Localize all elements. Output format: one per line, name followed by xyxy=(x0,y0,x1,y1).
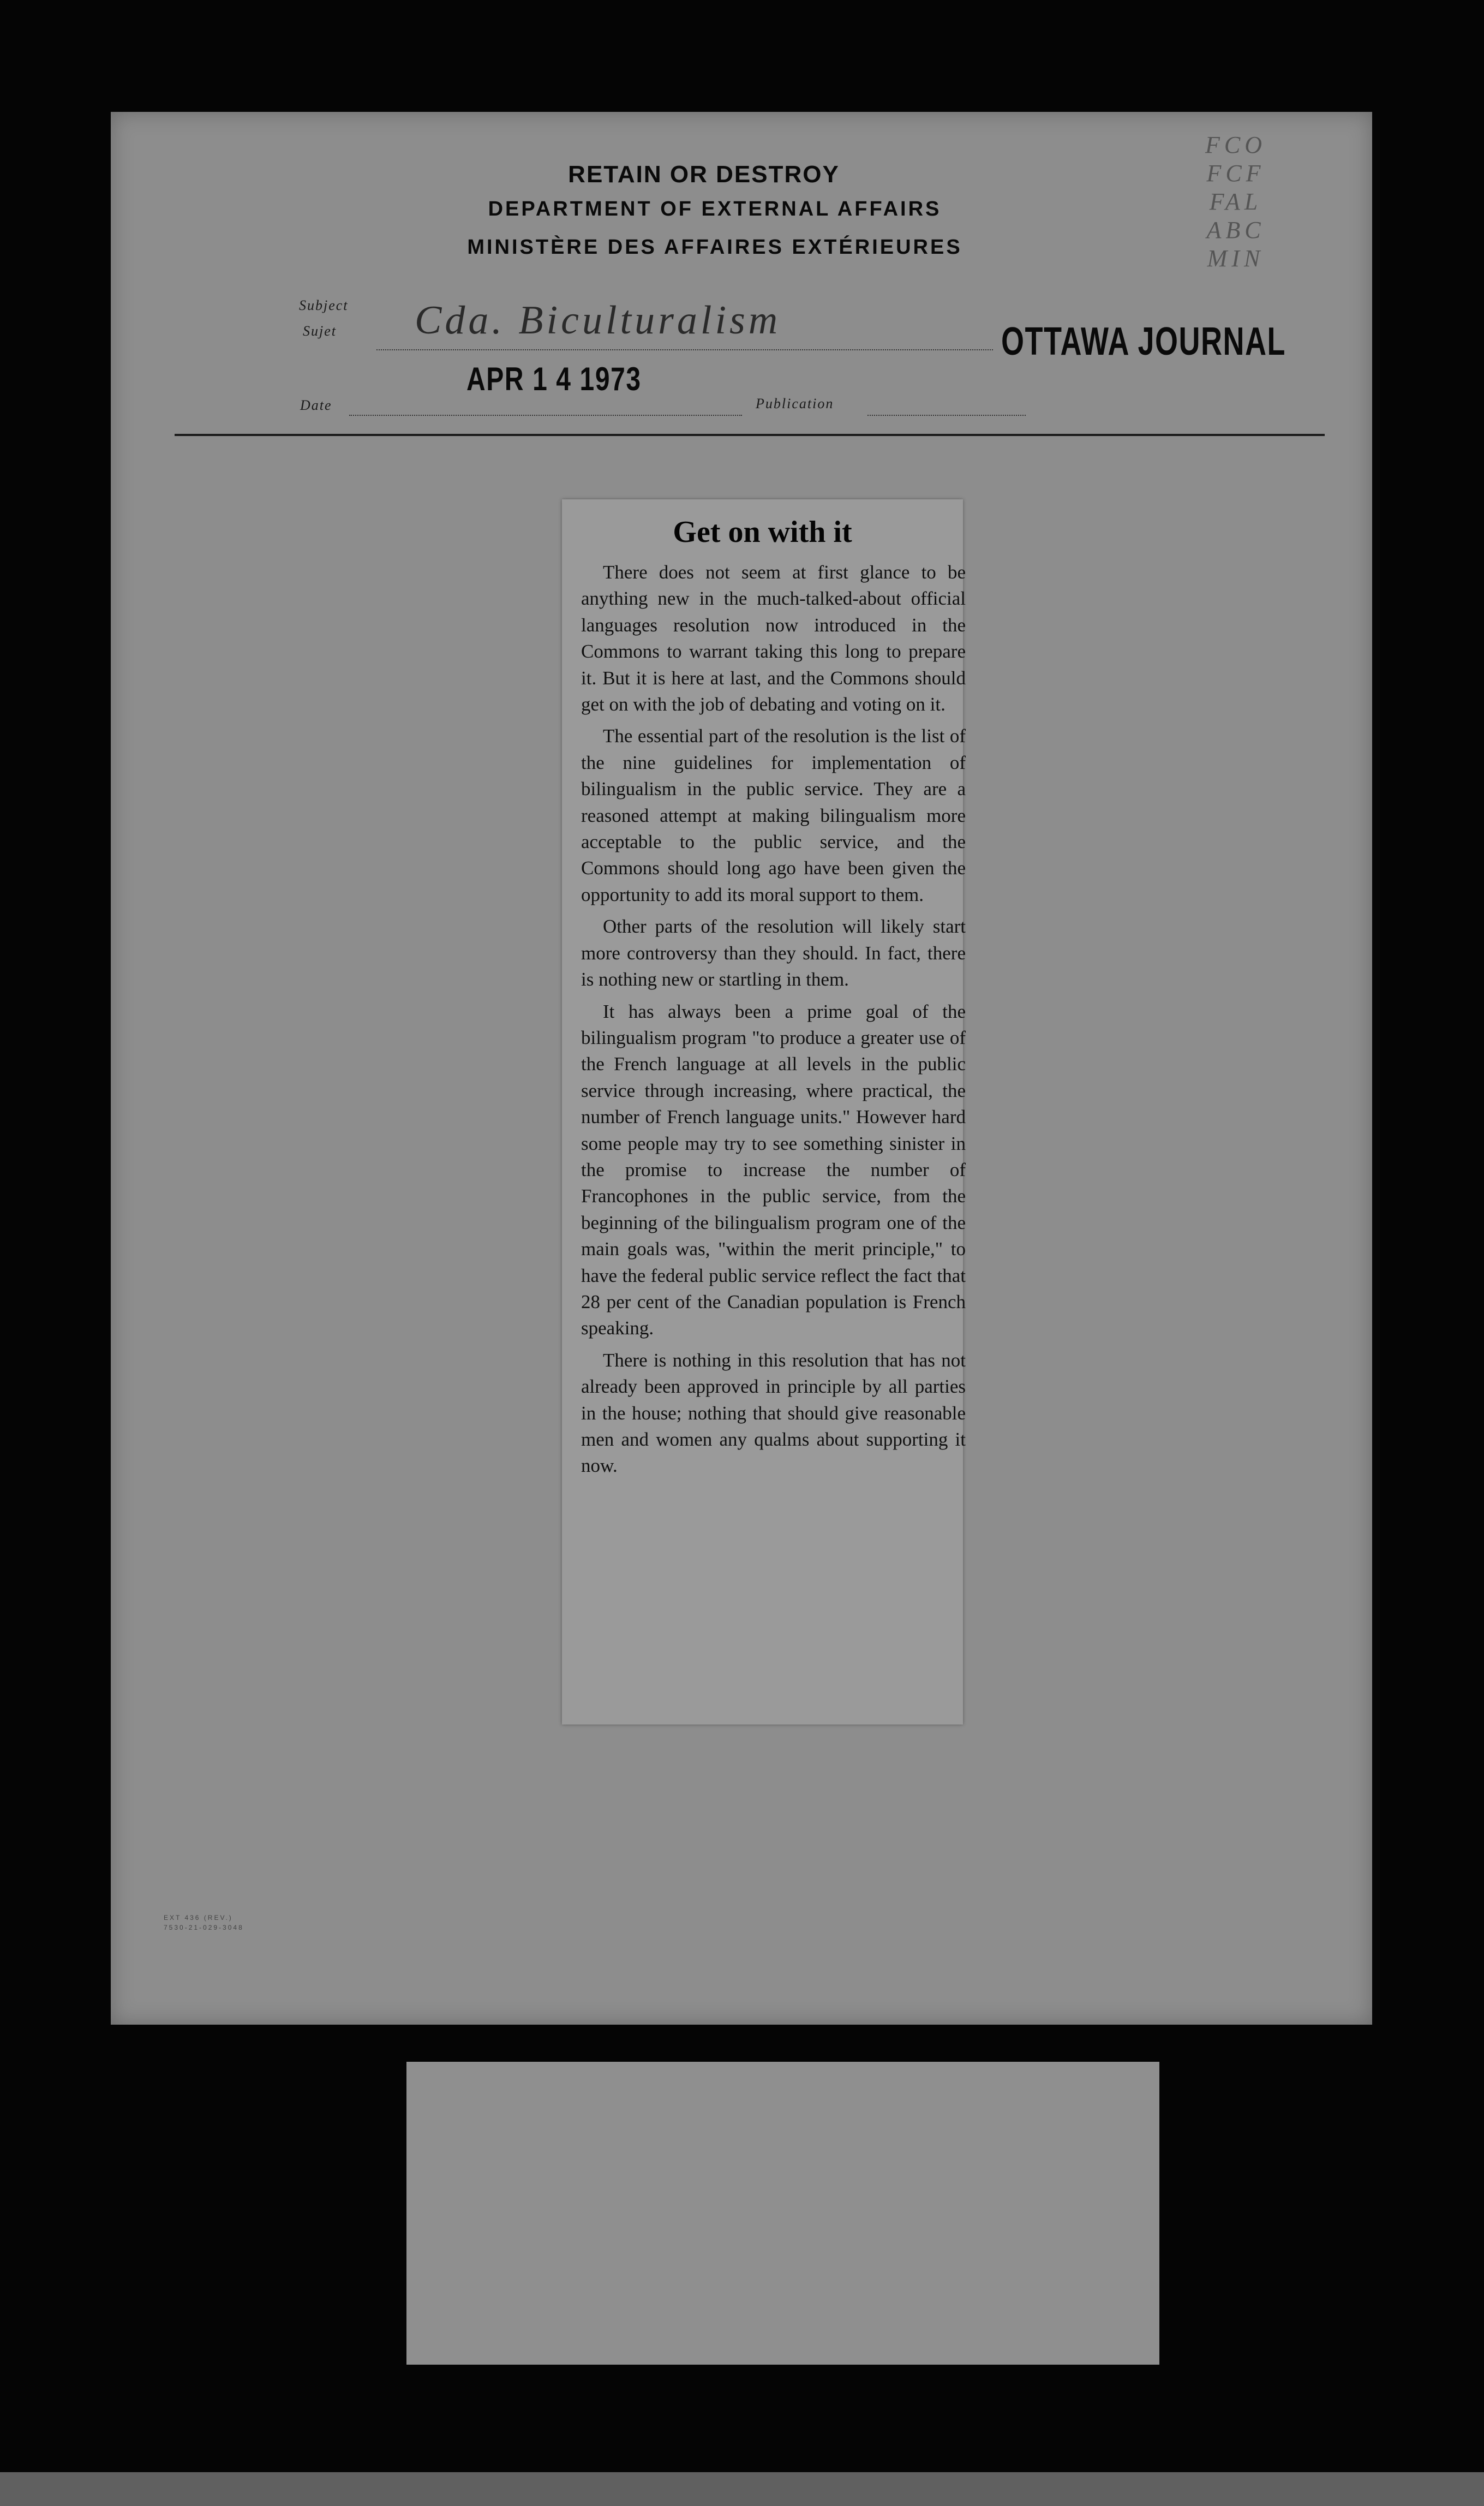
clipping-paragraph: There is nothing in this resolution that has not already been approved in principle by all parties in the house; nothing that should give reasonable men and women any qualms about supporting it now. xyxy=(581,1349,966,1477)
subject-handwritten-value: Cda. Biculturalism xyxy=(415,298,781,343)
publication-dotted-line xyxy=(867,415,1026,416)
department-name-fr: MINISTÈRE DES AFFAIRES EXTÉRIEURES xyxy=(467,236,962,259)
initial-line: ABC xyxy=(1206,217,1265,243)
publication-stamp: OTTAWA JOURNAL xyxy=(1001,320,1286,363)
date-stamp: APR 1 4 1973 xyxy=(466,361,642,397)
date-label: Date xyxy=(300,397,332,413)
date-dotted-line xyxy=(349,415,742,416)
clipping-paragraph: There does not seem at first glance to be anything new in the much-talked-about official languages resolution now introduced in the Commons to warrant taking this long to prepare it. But it is here at last, and the Commons should get on with the job of debating and voting on it. xyxy=(581,562,966,715)
film-edge xyxy=(0,2472,1484,2506)
blank-slip xyxy=(406,2062,1159,2365)
form-number-line: EXT 436 (REV.) xyxy=(164,1914,233,1922)
clipping-paragraph: The essential part of the resolution is the list of the nine guidelines for implementation of bilingualism in the public service. They are a reasoned attempt at making bilingualism more acceptable to the public service, and the Commons should long ago have been given the opportunity to add its moral support to them. xyxy=(581,725,966,905)
initial-line: FCO xyxy=(1205,132,1266,158)
initial-line: FCF xyxy=(1206,160,1265,187)
clipping-body xyxy=(581,559,966,1485)
initial-line: MIN xyxy=(1207,245,1265,272)
subject-dotted-line xyxy=(376,349,993,350)
form-number-line: 7530-21-029-3048 xyxy=(164,1924,244,1931)
retain-or-destroy-heading: RETAIN OR DESTROY xyxy=(568,161,840,188)
form-number xyxy=(164,1913,244,1932)
publication-label: Publication xyxy=(756,396,834,411)
initial-line: FAL xyxy=(1209,188,1262,215)
newspaper-clipping xyxy=(562,499,966,1725)
header-rule xyxy=(175,434,1325,436)
distribution-initials xyxy=(1173,131,1298,273)
clipping-headline: Get on with it xyxy=(673,515,852,549)
clipping-paragraph: It has always been a prime goal of the bilingualism program "to produce a greater use of the French language at all levels in the public service through increasing, where practical, the number of French language units." However hard some people may try to see something sinister in the promise to increase the number of Francophones in the public service, from the beginning of the bilingualism program one of the main goals was, "within the merit principle," to have the federal public service reflect the fact that 28 per cent of the Canadian population is French speaking. xyxy=(581,1000,966,1339)
department-name-en: DEPARTMENT OF EXTERNAL AFFAIRS xyxy=(488,198,942,220)
subject-label: Subject xyxy=(299,297,349,313)
clipping-paragraph: Other parts of the resolution will likely start more controversy than they should. In fact, there is nothing new or startling in them. xyxy=(581,916,966,991)
sujet-label: Sujet xyxy=(303,323,337,339)
